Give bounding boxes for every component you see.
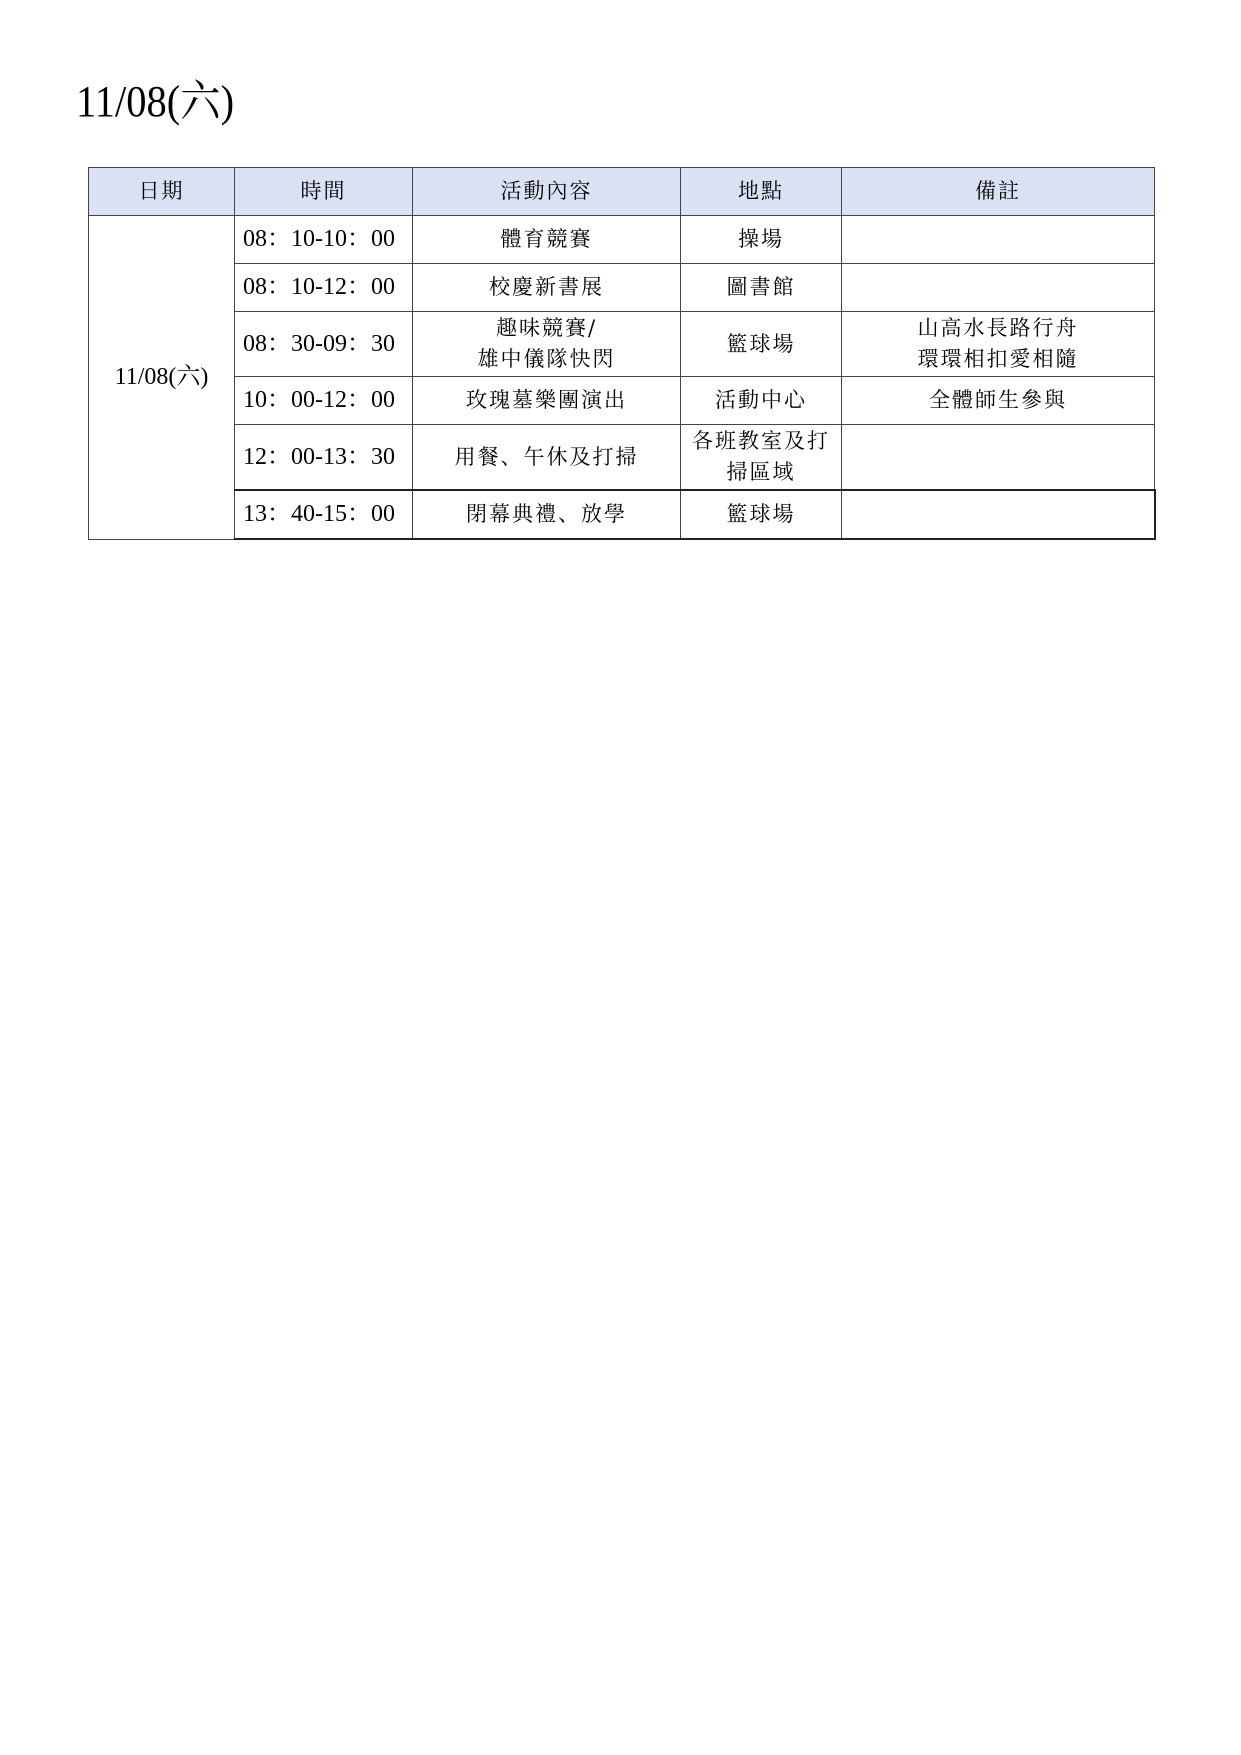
time-cell: 08：10-10：00 xyxy=(235,216,413,264)
table-row xyxy=(89,425,1155,491)
time-cell: 13：40-15：00 xyxy=(235,490,413,539)
activity-cell xyxy=(413,264,681,312)
activity-line: 趣味競賽/ xyxy=(495,316,598,340)
remarks-line: 全體師生參與 xyxy=(929,388,1067,412)
time-cell: 10：00-12：00 xyxy=(235,377,413,425)
header-activity: 活動內容 xyxy=(413,168,681,216)
date-cell: 11/08(六) xyxy=(89,216,235,540)
activity-line: 用餐、午休及打掃 xyxy=(454,444,639,469)
location-cell xyxy=(681,264,842,312)
activity-cell xyxy=(413,377,681,425)
time-cell: 08：10-12：00 xyxy=(235,264,413,312)
location-line: 籃球場 xyxy=(726,502,796,526)
location-cell xyxy=(681,425,842,491)
location-line: 籃球場 xyxy=(726,331,796,356)
activity-line: 校慶新書展 xyxy=(489,275,604,299)
activity-line: 閉幕典禮、放學 xyxy=(466,502,627,526)
header-row xyxy=(89,168,1155,216)
header-remarks: 備註 xyxy=(842,168,1155,216)
location-line: 掃區域 xyxy=(726,460,796,484)
table-row xyxy=(89,377,1155,425)
header-location: 地點 xyxy=(681,168,842,216)
table-row xyxy=(89,216,1155,264)
remarks-cell xyxy=(842,425,1155,491)
header-date: 日期 xyxy=(89,168,235,216)
location-line: 圖書館 xyxy=(726,275,796,299)
location-cell xyxy=(681,216,842,264)
activity-cell xyxy=(413,490,681,539)
remarks-line: 環環相扣愛相隨 xyxy=(917,347,1079,371)
location-cell xyxy=(681,377,842,425)
activity-line: 體育競賽 xyxy=(500,227,593,251)
activity-cell xyxy=(413,312,681,377)
activity-line: 玫瑰墓樂團演出 xyxy=(466,388,627,412)
location-line: 活動中心 xyxy=(715,388,807,412)
remarks-cell xyxy=(842,312,1155,377)
activity-line: 雄中儀隊快閃 xyxy=(477,347,616,371)
location-line: 各班教室及打 xyxy=(692,429,830,453)
schedule-table xyxy=(88,167,1156,540)
table-row xyxy=(89,264,1155,312)
time-cell: 08：30-09：30 xyxy=(235,312,413,377)
location-line: 操場 xyxy=(738,227,784,251)
activity-cell xyxy=(413,216,681,264)
remarks-cell xyxy=(842,377,1155,425)
table-row xyxy=(89,490,1155,539)
page-title: 11/08(六) xyxy=(76,77,235,126)
remarks-cell xyxy=(842,216,1155,264)
remarks-cell xyxy=(842,264,1155,312)
table-row xyxy=(89,312,1155,377)
location-cell xyxy=(681,312,842,377)
header-time: 時間 xyxy=(235,168,413,216)
remarks-cell xyxy=(842,490,1155,539)
remarks-line: 山高水長路行舟 xyxy=(917,316,1079,340)
time-cell: 12：00-13：30 xyxy=(235,425,413,491)
location-cell xyxy=(681,490,842,539)
activity-cell xyxy=(413,425,681,491)
